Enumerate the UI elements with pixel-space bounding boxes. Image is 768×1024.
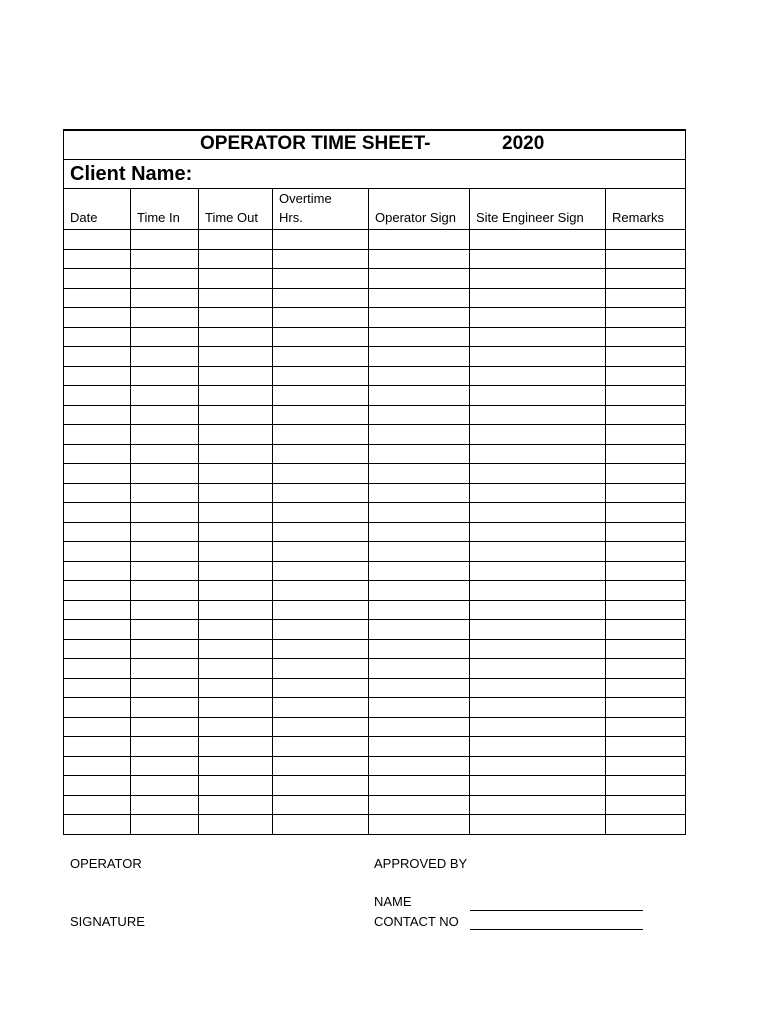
contact-no-label: CONTACT NO — [374, 914, 459, 929]
cell-date[interactable] — [64, 561, 131, 581]
cell-time-out[interactable] — [199, 522, 273, 542]
contact-signature-line[interactable] — [470, 929, 643, 930]
cell-time-out[interactable] — [199, 347, 273, 367]
cell-time-out[interactable] — [199, 776, 273, 796]
cell-site-engineer-sign[interactable] — [470, 464, 606, 484]
time-sheet — [63, 129, 685, 835]
cell-site-engineer-sign[interactable] — [470, 600, 606, 620]
table-row — [64, 678, 686, 698]
cell-date[interactable] — [64, 815, 131, 835]
table-row — [64, 483, 686, 503]
column-header-time-in: Time In — [131, 189, 199, 230]
cell-overtime[interactable] — [273, 230, 369, 250]
cell-date[interactable] — [64, 366, 131, 386]
cell-site-engineer-sign[interactable] — [470, 249, 606, 269]
cell-site-engineer-sign[interactable] — [470, 717, 606, 737]
cell-operator-sign[interactable] — [369, 269, 470, 289]
table-row — [64, 795, 686, 815]
cell-overtime[interactable] — [273, 542, 369, 562]
cell-overtime[interactable] — [273, 327, 369, 347]
title-cell — [64, 130, 686, 160]
cell-operator-sign[interactable] — [369, 659, 470, 679]
cell-remarks[interactable] — [606, 620, 686, 640]
cell-site-engineer-sign[interactable] — [470, 639, 606, 659]
cell-time-out[interactable] — [199, 795, 273, 815]
cell-date[interactable] — [64, 444, 131, 464]
cell-overtime[interactable] — [273, 737, 369, 757]
cell-date[interactable] — [64, 308, 131, 328]
cell-site-engineer-sign[interactable] — [470, 308, 606, 328]
table-row — [64, 405, 686, 425]
cell-site-engineer-sign[interactable] — [470, 386, 606, 406]
cell-operator-sign[interactable] — [369, 561, 470, 581]
cell-time-in[interactable] — [131, 717, 199, 737]
table-row — [64, 581, 686, 601]
cell-overtime[interactable] — [273, 698, 369, 718]
cell-time-out[interactable] — [199, 425, 273, 445]
cell-date[interactable] — [64, 405, 131, 425]
cell-overtime[interactable] — [273, 600, 369, 620]
client-row — [64, 160, 686, 189]
cell-date[interactable] — [64, 639, 131, 659]
cell-site-engineer-sign[interactable] — [470, 815, 606, 835]
cell-remarks[interactable] — [606, 366, 686, 386]
cell-site-engineer-sign[interactable] — [470, 327, 606, 347]
column-header-site-engineer-sign: Site Engineer Sign — [470, 189, 606, 230]
cell-time-out[interactable] — [199, 737, 273, 757]
cell-overtime[interactable] — [273, 776, 369, 796]
cell-operator-sign[interactable] — [369, 366, 470, 386]
cell-overtime[interactable] — [273, 678, 369, 698]
cell-site-engineer-sign[interactable] — [470, 795, 606, 815]
sheet-title: OPERATOR TIME SHEET- — [200, 133, 431, 154]
cell-time-out[interactable] — [199, 620, 273, 640]
cell-time-in[interactable] — [131, 737, 199, 757]
overtime-line1: Overtime — [279, 191, 332, 206]
cell-time-in[interactable] — [131, 698, 199, 718]
cell-time-in[interactable] — [131, 249, 199, 269]
cell-overtime[interactable] — [273, 659, 369, 679]
table-row — [64, 464, 686, 484]
cell-time-out[interactable] — [199, 327, 273, 347]
cell-operator-sign[interactable] — [369, 639, 470, 659]
table-row — [64, 542, 686, 562]
cell-date[interactable] — [64, 795, 131, 815]
cell-time-in[interactable] — [131, 483, 199, 503]
cell-operator-sign[interactable] — [369, 600, 470, 620]
cell-operator-sign[interactable] — [369, 678, 470, 698]
cell-overtime[interactable] — [273, 483, 369, 503]
cell-overtime[interactable] — [273, 405, 369, 425]
cell-time-out[interactable] — [199, 659, 273, 679]
cell-date[interactable] — [64, 503, 131, 523]
cell-date[interactable] — [64, 620, 131, 640]
table-row — [64, 249, 686, 269]
cell-site-engineer-sign[interactable] — [470, 561, 606, 581]
cell-time-out[interactable] — [199, 678, 273, 698]
cell-time-in[interactable] — [131, 288, 199, 308]
table-row — [64, 639, 686, 659]
cell-time-out[interactable] — [199, 308, 273, 328]
cell-time-in[interactable] — [131, 581, 199, 601]
cell-operator-sign[interactable] — [369, 620, 470, 640]
cell-time-in[interactable] — [131, 327, 199, 347]
cell-time-in[interactable] — [131, 639, 199, 659]
cell-date[interactable] — [64, 659, 131, 679]
cell-operator-sign[interactable] — [369, 717, 470, 737]
cell-time-in[interactable] — [131, 405, 199, 425]
cell-operator-sign[interactable] — [369, 698, 470, 718]
cell-time-out[interactable] — [199, 366, 273, 386]
cell-overtime[interactable] — [273, 249, 369, 269]
cell-time-out[interactable] — [199, 717, 273, 737]
cell-time-out[interactable] — [199, 639, 273, 659]
cell-time-in[interactable] — [131, 678, 199, 698]
cell-remarks[interactable] — [606, 464, 686, 484]
table-row — [64, 717, 686, 737]
cell-operator-sign[interactable] — [369, 386, 470, 406]
cell-time-in[interactable] — [131, 308, 199, 328]
cell-time-out[interactable] — [199, 288, 273, 308]
cell-remarks[interactable] — [606, 386, 686, 406]
cell-time-in[interactable] — [131, 522, 199, 542]
cell-time-out[interactable] — [199, 230, 273, 250]
cell-date[interactable] — [64, 717, 131, 737]
cell-date[interactable] — [64, 678, 131, 698]
cell-time-out[interactable] — [199, 269, 273, 289]
cell-time-out[interactable] — [199, 815, 273, 835]
cell-remarks[interactable] — [606, 717, 686, 737]
cell-remarks[interactable] — [606, 795, 686, 815]
cell-overtime[interactable] — [273, 269, 369, 289]
cell-site-engineer-sign[interactable] — [470, 542, 606, 562]
cell-operator-sign[interactable] — [369, 815, 470, 835]
cell-operator-sign[interactable] — [369, 230, 470, 250]
cell-remarks[interactable] — [606, 542, 686, 562]
cell-operator-sign[interactable] — [369, 444, 470, 464]
cell-date[interactable] — [64, 698, 131, 718]
cell-overtime[interactable] — [273, 347, 369, 367]
cell-site-engineer-sign[interactable] — [470, 620, 606, 640]
cell-remarks[interactable] — [606, 659, 686, 679]
cell-operator-sign[interactable] — [369, 522, 470, 542]
column-header-row — [64, 189, 686, 230]
operator-label: OPERATOR — [70, 856, 142, 871]
cell-date[interactable] — [64, 483, 131, 503]
cell-date[interactable] — [64, 386, 131, 406]
cell-date[interactable] — [64, 288, 131, 308]
cell-remarks[interactable] — [606, 327, 686, 347]
table-row — [64, 600, 686, 620]
cell-remarks[interactable] — [606, 405, 686, 425]
cell-operator-sign[interactable] — [369, 756, 470, 776]
cell-remarks[interactable] — [606, 288, 686, 308]
cell-site-engineer-sign[interactable] — [470, 347, 606, 367]
cell-operator-sign[interactable] — [369, 581, 470, 601]
cell-overtime[interactable] — [273, 639, 369, 659]
cell-overtime[interactable] — [273, 288, 369, 308]
cell-site-engineer-sign[interactable] — [470, 366, 606, 386]
cell-overtime[interactable] — [273, 795, 369, 815]
cell-date[interactable] — [64, 464, 131, 484]
column-header-date: Date — [64, 189, 131, 230]
cell-remarks[interactable] — [606, 230, 686, 250]
cell-remarks[interactable] — [606, 503, 686, 523]
cell-time-out[interactable] — [199, 542, 273, 562]
table-row — [64, 659, 686, 679]
cell-operator-sign[interactable] — [369, 249, 470, 269]
cell-site-engineer-sign[interactable] — [470, 444, 606, 464]
cell-date[interactable] — [64, 600, 131, 620]
cell-operator-sign[interactable] — [369, 327, 470, 347]
cell-time-in[interactable] — [131, 815, 199, 835]
cell-remarks[interactable] — [606, 249, 686, 269]
cell-overtime[interactable] — [273, 581, 369, 601]
signature-label: SIGNATURE — [70, 914, 145, 929]
cell-time-in[interactable] — [131, 366, 199, 386]
cell-date[interactable] — [64, 230, 131, 250]
cell-remarks[interactable] — [606, 425, 686, 445]
cell-overtime[interactable] — [273, 522, 369, 542]
cell-site-engineer-sign[interactable] — [470, 425, 606, 445]
cell-time-in[interactable] — [131, 444, 199, 464]
cell-site-engineer-sign[interactable] — [470, 522, 606, 542]
table-row — [64, 386, 686, 406]
time-sheet-table — [63, 129, 686, 835]
cell-remarks[interactable] — [606, 756, 686, 776]
table-row — [64, 756, 686, 776]
table-row — [64, 522, 686, 542]
cell-time-out[interactable] — [199, 483, 273, 503]
table-row — [64, 620, 686, 640]
cell-remarks[interactable] — [606, 347, 686, 367]
cell-operator-sign[interactable] — [369, 425, 470, 445]
cell-site-engineer-sign[interactable] — [470, 659, 606, 679]
cell-time-in[interactable] — [131, 795, 199, 815]
cell-remarks[interactable] — [606, 581, 686, 601]
cell-overtime[interactable] — [273, 561, 369, 581]
table-row — [64, 444, 686, 464]
client-name-label[interactable]: Client Name: — [64, 160, 686, 189]
cell-time-in[interactable] — [131, 776, 199, 796]
cell-remarks[interactable] — [606, 269, 686, 289]
cell-remarks[interactable] — [606, 561, 686, 581]
table-row — [64, 269, 686, 289]
cell-operator-sign[interactable] — [369, 464, 470, 484]
cell-time-in[interactable] — [131, 620, 199, 640]
table-row — [64, 776, 686, 796]
cell-time-out[interactable] — [199, 249, 273, 269]
cell-time-in[interactable] — [131, 230, 199, 250]
cell-remarks[interactable] — [606, 737, 686, 757]
cell-site-engineer-sign[interactable] — [470, 698, 606, 718]
cell-time-in[interactable] — [131, 386, 199, 406]
cell-remarks[interactable] — [606, 815, 686, 835]
column-header-time-out: Time Out — [199, 189, 273, 230]
cell-operator-sign[interactable] — [369, 776, 470, 796]
cell-overtime[interactable] — [273, 464, 369, 484]
cell-site-engineer-sign[interactable] — [470, 776, 606, 796]
cell-time-in[interactable] — [131, 347, 199, 367]
cell-time-in[interactable] — [131, 600, 199, 620]
approved-by-label: APPROVED BY — [374, 856, 468, 871]
cell-remarks[interactable] — [606, 698, 686, 718]
cell-operator-sign[interactable] — [369, 795, 470, 815]
cell-time-in[interactable] — [131, 503, 199, 523]
table-row — [64, 366, 686, 386]
table-row — [64, 737, 686, 757]
cell-time-in[interactable] — [131, 756, 199, 776]
cell-time-in[interactable] — [131, 425, 199, 445]
cell-overtime[interactable] — [273, 815, 369, 835]
cell-overtime[interactable] — [273, 503, 369, 523]
table-row — [64, 230, 686, 250]
name-signature-line[interactable] — [470, 910, 643, 911]
cell-time-out[interactable] — [199, 386, 273, 406]
table-row — [64, 347, 686, 367]
cell-overtime[interactable] — [273, 308, 369, 328]
cell-operator-sign[interactable] — [369, 347, 470, 367]
cell-time-out[interactable] — [199, 444, 273, 464]
name-label: NAME — [374, 894, 412, 909]
cell-remarks[interactable] — [606, 444, 686, 464]
cell-date[interactable] — [64, 249, 131, 269]
cell-remarks[interactable] — [606, 522, 686, 542]
cell-operator-sign[interactable] — [369, 308, 470, 328]
cell-time-out[interactable] — [199, 405, 273, 425]
cell-time-out[interactable] — [199, 756, 273, 776]
cell-date[interactable] — [64, 756, 131, 776]
cell-operator-sign[interactable] — [369, 503, 470, 523]
cell-remarks[interactable] — [606, 776, 686, 796]
cell-overtime[interactable] — [273, 717, 369, 737]
cell-overtime[interactable] — [273, 425, 369, 445]
table-row — [64, 815, 686, 835]
cell-time-in[interactable] — [131, 542, 199, 562]
cell-overtime[interactable] — [273, 756, 369, 776]
cell-operator-sign[interactable] — [369, 737, 470, 757]
cell-remarks[interactable] — [606, 678, 686, 698]
cell-date[interactable] — [64, 581, 131, 601]
cell-date[interactable] — [64, 327, 131, 347]
sheet-year: 2020 — [502, 133, 545, 154]
cell-site-engineer-sign[interactable] — [470, 678, 606, 698]
cell-overtime[interactable] — [273, 386, 369, 406]
cell-overtime[interactable] — [273, 444, 369, 464]
cell-site-engineer-sign[interactable] — [470, 269, 606, 289]
cell-site-engineer-sign[interactable] — [470, 503, 606, 523]
cell-time-out[interactable] — [199, 503, 273, 523]
cell-date[interactable] — [64, 347, 131, 367]
cell-site-engineer-sign[interactable] — [470, 581, 606, 601]
cell-time-in[interactable] — [131, 659, 199, 679]
overtime-line2: Hrs. — [279, 210, 303, 225]
title-row — [64, 130, 686, 160]
cell-operator-sign[interactable] — [369, 542, 470, 562]
column-header-overtime — [273, 189, 369, 230]
table-row — [64, 561, 686, 581]
cell-date[interactable] — [64, 776, 131, 796]
cell-site-engineer-sign[interactable] — [470, 405, 606, 425]
cell-site-engineer-sign[interactable] — [470, 483, 606, 503]
cell-site-engineer-sign[interactable] — [470, 288, 606, 308]
cell-remarks[interactable] — [606, 483, 686, 503]
cell-remarks[interactable] — [606, 639, 686, 659]
cell-date[interactable] — [64, 522, 131, 542]
table-row — [64, 698, 686, 718]
cell-time-out[interactable] — [199, 561, 273, 581]
entry-rows — [64, 230, 686, 835]
column-header-remarks: Remarks — [606, 189, 686, 230]
cell-site-engineer-sign[interactable] — [470, 230, 606, 250]
cell-time-out[interactable] — [199, 600, 273, 620]
table-row — [64, 308, 686, 328]
cell-time-in[interactable] — [131, 464, 199, 484]
cell-overtime[interactable] — [273, 620, 369, 640]
cell-date[interactable] — [64, 737, 131, 757]
cell-remarks[interactable] — [606, 600, 686, 620]
table-row — [64, 503, 686, 523]
cell-time-in[interactable] — [131, 561, 199, 581]
cell-time-out[interactable] — [199, 464, 273, 484]
table-row — [64, 327, 686, 347]
cell-site-engineer-sign[interactable] — [470, 756, 606, 776]
cell-site-engineer-sign[interactable] — [470, 737, 606, 757]
cell-operator-sign[interactable] — [369, 288, 470, 308]
cell-remarks[interactable] — [606, 308, 686, 328]
cell-time-out[interactable] — [199, 698, 273, 718]
cell-operator-sign[interactable] — [369, 483, 470, 503]
cell-operator-sign[interactable] — [369, 405, 470, 425]
cell-overtime[interactable] — [273, 366, 369, 386]
cell-date[interactable] — [64, 269, 131, 289]
table-row — [64, 425, 686, 445]
cell-time-in[interactable] — [131, 269, 199, 289]
table-row — [64, 288, 686, 308]
cell-date[interactable] — [64, 542, 131, 562]
column-header-operator-sign: Operator Sign — [369, 189, 470, 230]
cell-date[interactable] — [64, 425, 131, 445]
cell-time-out[interactable] — [199, 581, 273, 601]
